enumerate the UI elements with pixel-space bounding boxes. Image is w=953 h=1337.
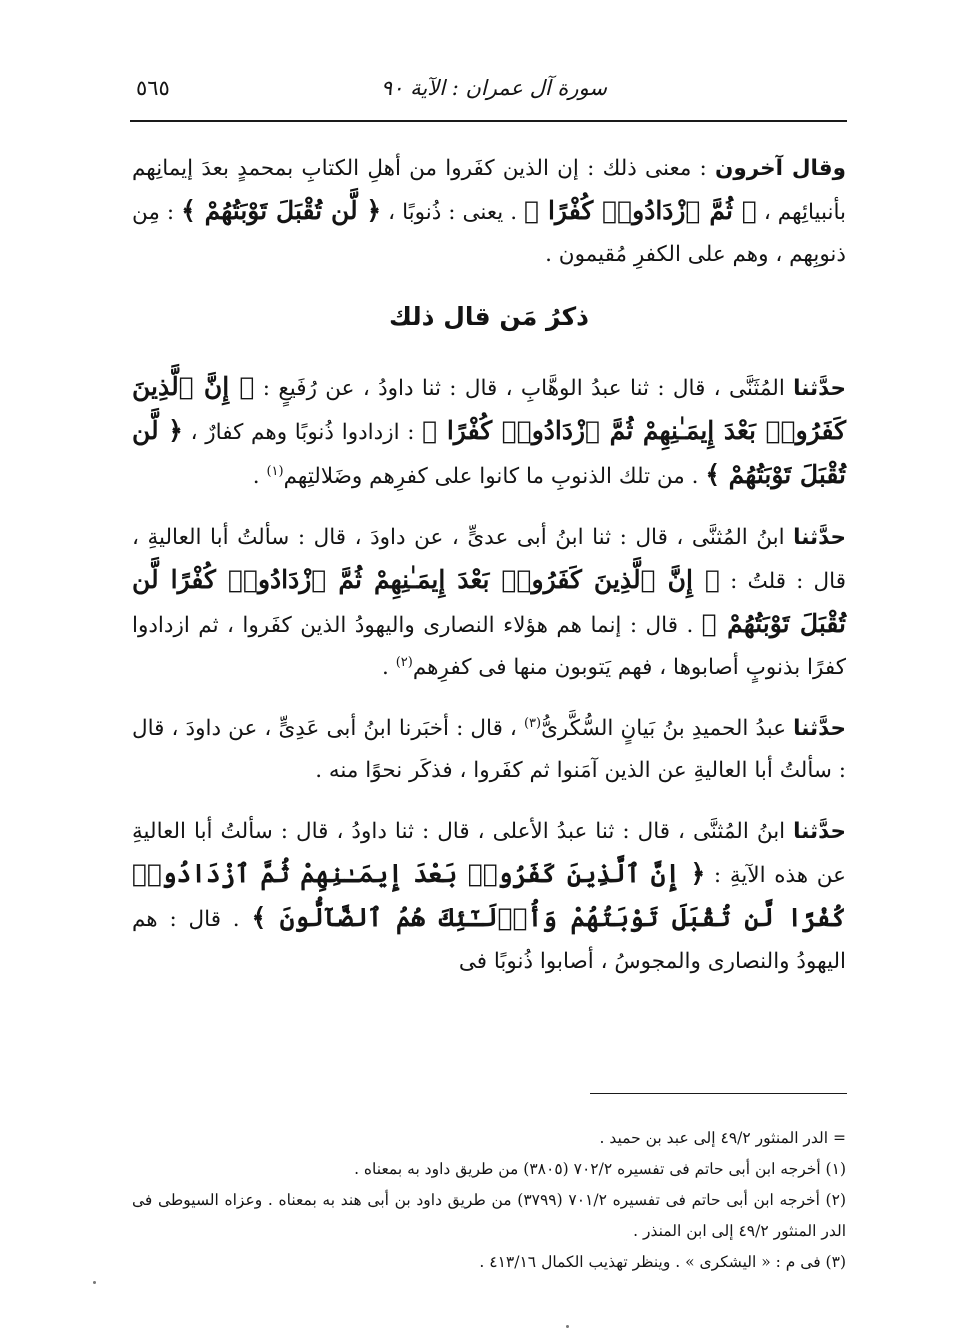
page-header [130,70,847,114]
paragraph-lead: حدَّثنا [793,525,846,550]
quran-quote: ﴿ إِنَّ ٱلَّذِينَ كَفَرُوا۟ بَعْدَ إِيمَـٰنِهِمْ ثُمَّ ٱزْدَادُوا۟ كُفْرًا ﴾ [132,372,847,445]
paragraph-text: : معنى ذلك : إن الذين كفَروا من أهلِ الكتابِ بمحمدٍ بعدَ إيمانِهم بأنبيائِهم ، [132,156,847,225]
paragraph-text: المُثَنَّى ، قال : ثنا عبدُ الوهَّابِ ، قال : ثنا داودُ ، عن رُفَيعٍ : [254,376,794,401]
quran-quote: ﴿ لَّن تُقْبَلَ تَوْبَتُهُمْ ﴾ [132,416,846,489]
paragraph-text: ابنُ المُثنَّى ، قال : ثنا ابنُ أبى عدىٍّ ، عن داودَ ، قال : سألتُ أبا العاليةِ ، قال : قلتُ : [132,525,847,594]
paragraph-text: . قال : هم اليهودُ والنصارى والمجوسُ ، أصابوا ذُنوبًا فى [132,907,846,974]
paragraph-1 [132,148,846,276]
scan-speck [566,1325,569,1328]
footnote-reference[interactable]: (٣) [523,715,542,731]
paragraph-2 [132,366,846,498]
header-rule [130,120,847,122]
paragraph-lead: حدَّثنا [793,819,846,844]
main-text [132,148,846,1002]
paragraph-text: . [252,464,267,489]
footnote-reference[interactable]: (٢) [395,654,413,670]
quran-quote: ﴿ ثُمَّ ٱزْدَادُوا۟ كُفْرًا ﴾ [524,196,757,225]
quran-quote: ﴿ إِنَّ ٱلَّذِينَ كَفَرُوا۟ بَعْدَ إِيمَـٰنِهِمْ ثُمَّ ٱزْدَادُوا۟ كُفْرًا لَّن تُقْبَلَ تَوْبَتُهُمْ ﴾ [132,565,847,638]
quran-quote: ﴿ لَّن تُقْبَلَ تَوْبَتُهُمْ ﴾ [181,196,382,225]
paragraph-5 [132,811,846,983]
paragraph-text: . [382,655,396,680]
paragraph-text: ، قال : أخبَرنا ابنُ أبى عَدِىٍّ ، عن داودَ ، قال : سألتُ أبا العاليةِ عن الذين آمَنوا ثم كفَروا ، فذكَر نحوًا منه . [132,716,846,783]
paragraph-lead: حدَّثنا [793,376,846,401]
paragraph-text: . من تلك الذنوبِ ما كانوا على كفرِهم وضَلالتِهم [283,464,706,489]
paragraph-text: . يعنى : ذُنوبًا ، [381,200,525,225]
running-title: سورة آل عمران : الآية ٩٠ [380,76,607,100]
paragraph-lead: حدَّثنا [793,716,846,741]
quran-quote: ﴿ إِنَّ ٱلَّذِينَ كَفَرُوا۟ بَعْدَ إِيمَـٰنِهِمْ ثُمَّ ٱزْدَادُوا۟ كُفْرًا لَّن تُقْبَلَ تَوْبَتُهُمْ وَأُو۟لَـٰٓئِكَ هُمُ ٱلضَّآلُّونَ ﴾ [132,859,846,932]
footnote-continued: = الدر المنثور ٢/‏٤٩ إلى عبد بن حميد . [599,1129,846,1147]
page-number: ٥٦٥ [136,76,170,100]
paragraph-4 [132,708,846,792]
paragraph-text: عبدُ الحميدِ بنُ بَيانٍ السُّكَّرىُّ [541,716,794,741]
footnote-2: (٢) أخرجه ابن أبى حاتم فى تفسيره ٢/‏٧٠١ (٣٧٩٩) من طريق داود بن أبى هند به بمعناه . وعزاه السيوطى فى الدر المنثور ٢/‏٤٩ إلى ابن المنذر . [132,1191,846,1240]
paragraph-text: ابنُ المُثنَّى ، قال : ثنا عبدُ الأعلى ، قال : ثنا داودُ ، قال : سألتُ أبا العاليةِ عن هذه الآيةِ : [132,819,847,888]
paragraph-3 [132,517,846,689]
footnote-rule [590,1093,847,1094]
footnote-1: (١) أخرجه ابن أبى حاتم فى تفسيره ٢/‏٧٠٢ (٣٨٠٥) من طريق داود به بمعناه . [354,1160,846,1178]
footnotes [132,1123,846,1278]
scan-speck [93,1281,96,1284]
footnote-3: (٣) فى م : « اليشكرى » . وينظر تهذيب الكمال ١٦/‏٤١٣ . [479,1253,846,1271]
paragraph-lead: وقال آخرون [715,156,847,181]
footnote-reference[interactable]: (١) [266,463,284,479]
section-heading: ذكرُ مَن قال ذلك [389,302,589,331]
paragraph-text: : مِن ذنوبِهم ، وهم على الكفرِ مُقيمون . [132,200,846,267]
paragraph-text: : ازدادوا ذُنوبًا وهم كفارٌ ، [182,420,423,445]
paragraph-text: . قال : إنما هم هؤلاء النصارى واليهودُ الذين كفَروا ، ثم ازدادوا كفرًا بذنوبٍ أصابوها ، فهم يَتوبون منها فى كفرِهم [132,613,846,680]
